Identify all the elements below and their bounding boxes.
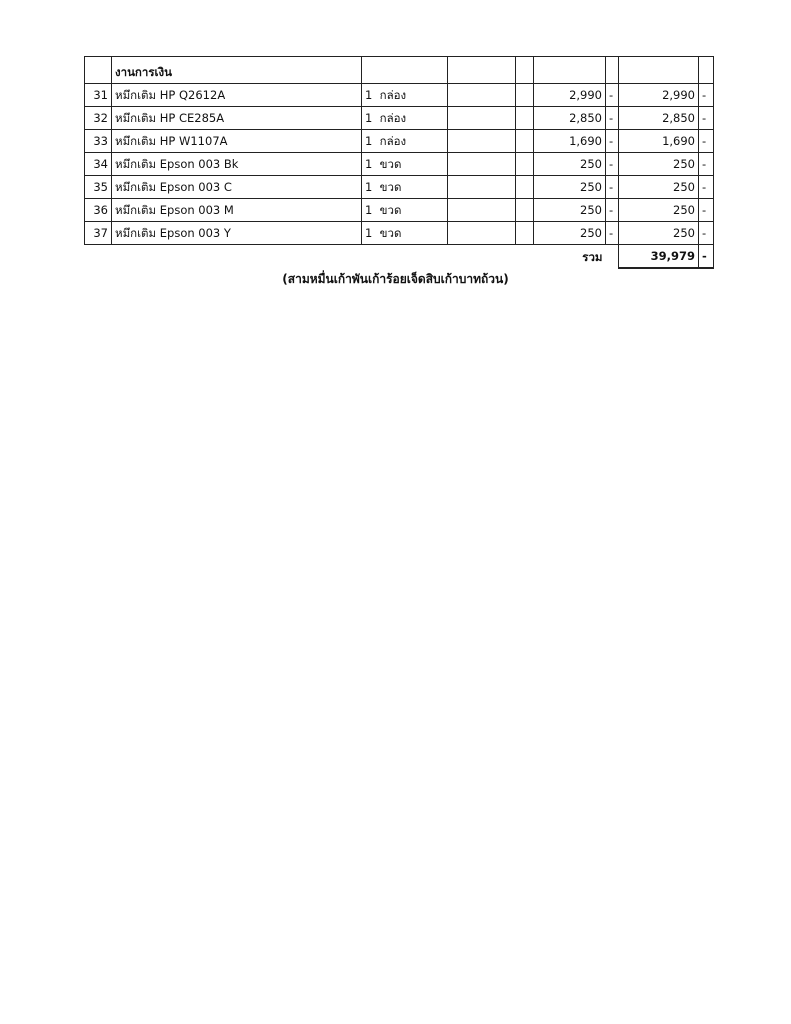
- item-blank-b: [516, 153, 534, 176]
- item-quantity: [362, 199, 448, 222]
- header-qty-cell: [362, 57, 448, 84]
- item-description: หมึกเติม Epson 003 M: [112, 199, 362, 222]
- table-row: [85, 84, 714, 107]
- item-unit: ขวด: [379, 157, 402, 171]
- table-row: [85, 199, 714, 222]
- item-amount-satang: -: [699, 199, 714, 222]
- total-spacer: [362, 245, 448, 269]
- item-unit-price: 250: [534, 176, 606, 199]
- item-number: 36: [85, 199, 112, 222]
- item-number: 35: [85, 176, 112, 199]
- item-quantity-value: 1: [365, 134, 373, 148]
- item-description: หมึกเติม HP W1107A: [112, 130, 362, 153]
- total-value: 39,979: [619, 245, 699, 269]
- total-spacer: [606, 245, 619, 269]
- item-unit-price-satang: -: [606, 107, 619, 130]
- item-unit-price-satang: -: [606, 84, 619, 107]
- item-description: หมึกเติม HP CE285A: [112, 107, 362, 130]
- item-unit: กล่อง: [379, 134, 407, 148]
- item-blank-b: [516, 199, 534, 222]
- item-quantity-value: 1: [365, 157, 373, 171]
- item-amount-satang: -: [699, 130, 714, 153]
- header-amount-dash-cell: [699, 57, 714, 84]
- total-satang: -: [699, 245, 714, 269]
- item-amount: 250: [619, 199, 699, 222]
- table-row: [85, 222, 714, 245]
- item-unit-price: 250: [534, 199, 606, 222]
- item-unit-price: 250: [534, 222, 606, 245]
- section-header-row: [85, 57, 714, 84]
- items-table: [84, 56, 714, 269]
- item-quantity: [362, 222, 448, 245]
- item-amount-satang: -: [699, 107, 714, 130]
- amount-in-words: (สามหมื่นเก้าพันเก้าร้อยเจ็ดสิบเก้าบาทถ้วน): [282, 272, 509, 286]
- item-blank-a: [448, 130, 516, 153]
- item-quantity-value: 1: [365, 88, 373, 102]
- header-no-cell: [85, 57, 112, 84]
- table-row: [85, 176, 714, 199]
- item-amount: 2,850: [619, 107, 699, 130]
- item-blank-a: [448, 199, 516, 222]
- item-blank-a: [448, 84, 516, 107]
- item-blank-a: [448, 153, 516, 176]
- item-blank-b: [516, 84, 534, 107]
- item-unit-price-satang: -: [606, 222, 619, 245]
- item-number: 31: [85, 84, 112, 107]
- total-spacer: [85, 245, 112, 269]
- item-blank-a: [448, 107, 516, 130]
- item-amount: 250: [619, 176, 699, 199]
- item-description: หมึกเติม Epson 003 Bk: [112, 153, 362, 176]
- total-spacer: [516, 245, 534, 269]
- header-blank-cell: [516, 57, 534, 84]
- item-unit-price: 250: [534, 153, 606, 176]
- item-unit: กล่อง: [379, 88, 407, 102]
- item-unit-price-satang: -: [606, 199, 619, 222]
- item-number: 37: [85, 222, 112, 245]
- item-quantity: [362, 84, 448, 107]
- item-quantity: [362, 130, 448, 153]
- item-quantity-value: 1: [365, 203, 373, 217]
- item-unit: ขวด: [379, 203, 402, 217]
- item-unit: ขวด: [379, 180, 402, 194]
- item-amount: 1,690: [619, 130, 699, 153]
- item-blank-b: [516, 176, 534, 199]
- item-quantity: [362, 107, 448, 130]
- item-description: หมึกเติม Epson 003 C: [112, 176, 362, 199]
- item-quantity-value: 1: [365, 111, 373, 125]
- item-amount-satang: -: [699, 153, 714, 176]
- item-amount: 250: [619, 153, 699, 176]
- item-description: หมึกเติม HP Q2612A: [112, 84, 362, 107]
- header-amount-cell: [619, 57, 699, 84]
- item-unit-price-satang: -: [606, 130, 619, 153]
- item-unit: กล่อง: [379, 111, 407, 125]
- total-label: รวม: [582, 249, 603, 264]
- table-row: [85, 107, 714, 130]
- item-quantity: [362, 176, 448, 199]
- item-unit-price: 1,690: [534, 130, 606, 153]
- item-amount-satang: -: [699, 222, 714, 245]
- item-quantity: [362, 153, 448, 176]
- item-blank-a: [448, 222, 516, 245]
- header-price-cell: [534, 57, 606, 84]
- item-quantity-value: 1: [365, 180, 373, 194]
- item-blank-b: [516, 130, 534, 153]
- item-blank-a: [448, 176, 516, 199]
- item-unit-price: 2,850: [534, 107, 606, 130]
- item-quantity-value: 1: [365, 226, 373, 240]
- total-spacer: [112, 245, 362, 269]
- item-unit-price-satang: -: [606, 153, 619, 176]
- table-row: [85, 153, 714, 176]
- item-number: 34: [85, 153, 112, 176]
- item-unit-price: 2,990: [534, 84, 606, 107]
- item-description: หมึกเติม Epson 003 Y: [112, 222, 362, 245]
- header-blank-cell: [448, 57, 516, 84]
- item-blank-b: [516, 107, 534, 130]
- total-row: [85, 245, 714, 269]
- item-amount: 2,990: [619, 84, 699, 107]
- item-unit-price-satang: -: [606, 176, 619, 199]
- item-amount: 250: [619, 222, 699, 245]
- item-amount-satang: -: [699, 84, 714, 107]
- item-amount-satang: -: [699, 176, 714, 199]
- total-spacer: [448, 245, 516, 269]
- item-blank-b: [516, 222, 534, 245]
- item-unit: ขวด: [379, 226, 402, 240]
- section-title: งานการเงิน: [112, 57, 362, 84]
- item-number: 32: [85, 107, 112, 130]
- header-price-dash-cell: [606, 57, 619, 84]
- item-number: 33: [85, 130, 112, 153]
- table-row: [85, 130, 714, 153]
